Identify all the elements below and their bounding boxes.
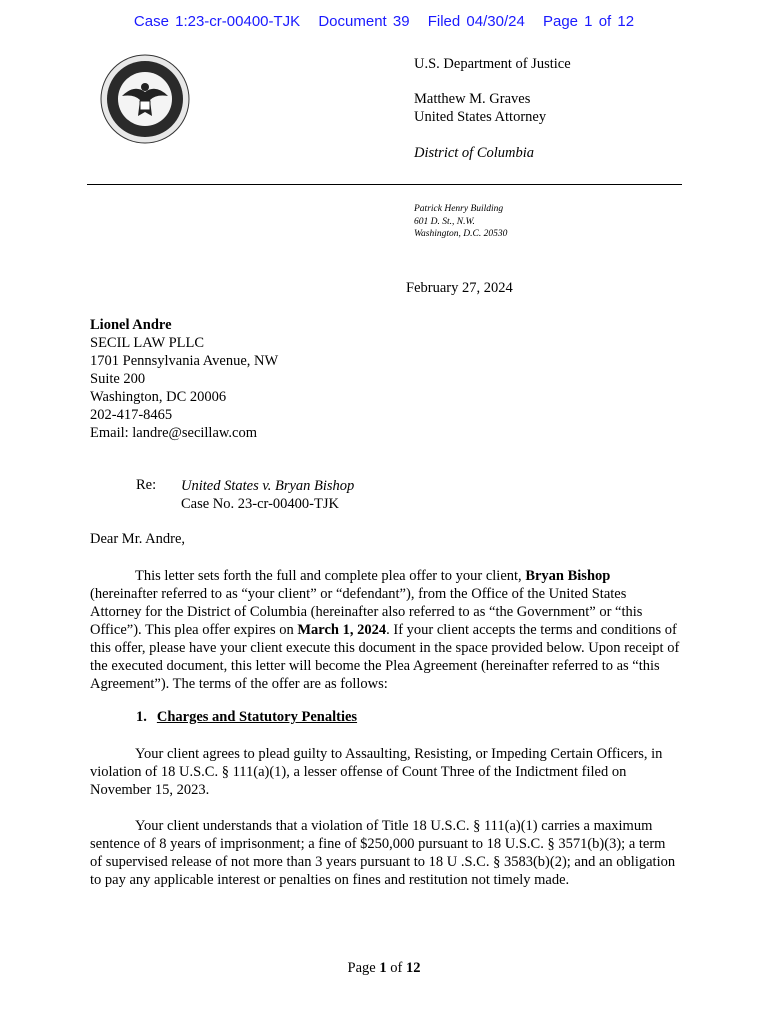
intro-text: This letter sets forth the full and complete plea offer to your client, [135,568,526,584]
footer-page-num: 1 [379,960,387,976]
us-attorney-title: United States Attorney [414,109,547,125]
re-block [181,477,354,513]
office-address-line: 601 D. St., N.W. [414,216,475,227]
recipient-city: Washington, DC 20006 [90,389,227,405]
charges-text: Your client agrees to plead guilty to Assaulting, Resisting, or Impeding Certain Officers, in violation of 18 U.S.C. § 111(a)(1), a lesser offense of Count Three of the Indictment filed on November 15, 2023. [90,746,663,798]
salutation: Dear Mr. Andre, [90,531,186,547]
ecf-header-stamp [0,13,768,30]
recipient-street: 1701 Pennsylvania Avenue, NW [90,353,279,369]
footer-of-word: of [386,960,406,976]
us-attorney-name: Matthew M. Graves [414,91,531,107]
footer-page-word: Page [347,960,380,976]
penalties-paragraph [90,817,680,889]
footer-page-total: 12 [405,960,421,976]
document-number: Document 39 [318,13,410,30]
section-title: Charges and Statutory Penalties [156,709,358,725]
recipient-suite: Suite 200 [90,371,146,387]
client-name: Bryan Bishop [525,568,611,584]
section-number: 1. [136,709,147,725]
recipient-phone: 202-417-8465 [90,407,173,423]
intro-text: . If your client accepts the terms and conditions of this offer, please have your client execute this document in the space provided below. Upon receipt of the executed document, this letter will become the Plea Agreement (hereinafter referred to as “this Agreement”). The terms of the offer are as follows: [90,622,680,692]
filed-date: Filed 04/30/24 [427,13,525,30]
office-address-line: Washington, D.C. 20530 [414,229,508,239]
recipient-block [90,316,278,442]
expiry-date: March 1, 2024 [297,622,387,638]
recipient-email: Email: landre@secillaw.com [90,425,258,441]
section-heading [136,709,357,726]
page-footer [0,960,768,977]
letterhead-divider [87,184,682,185]
office-address-line: Patrick Henry Building [414,204,504,214]
office-address [414,203,507,241]
district-name: District of Columbia [414,145,535,161]
case-caption: United States v. Bryan Bishop [181,478,355,494]
charges-paragraph [90,745,680,799]
recipient-name: Lionel Andre [90,317,172,333]
letter-date: February 27, 2024 [406,280,513,296]
re-label: Re: [136,477,157,493]
doj-seal-icon [100,54,190,144]
case-number: Case 1:23-cr-00400-TJK [133,13,301,30]
penalties-text: Your client understands that a violation of Title 18 U.S.C. § 111(a)(1) carries a maximum sentence of 8 years of imprisonment; a fine of $250,000 pursuant to 18 U.S.C. § 3571(b)(3); a term of supervised release of not more than 3 years pursuant to 18 U .S.C. § 3583(b)(2); and an obligation to pay any applicable interest or penalties on fines and restitution not timely made. [90,818,676,888]
page-count: Page 1 of 12 [542,13,635,30]
recipient-firm: SECIL LAW PLLC [90,335,205,351]
intro-paragraph [90,567,680,693]
agency-name: U.S. Department of Justice [414,56,571,72]
case-no: Case No. 23-cr-00400-TJK [181,496,339,512]
intro-text: (hereinafter referred to as “your client” or “defendant”), from the Office of the United States Attorney for the District of Columbia (hereinafter also referred to as “the Government” or “this Office”). This plea offer expires on [90,586,643,638]
